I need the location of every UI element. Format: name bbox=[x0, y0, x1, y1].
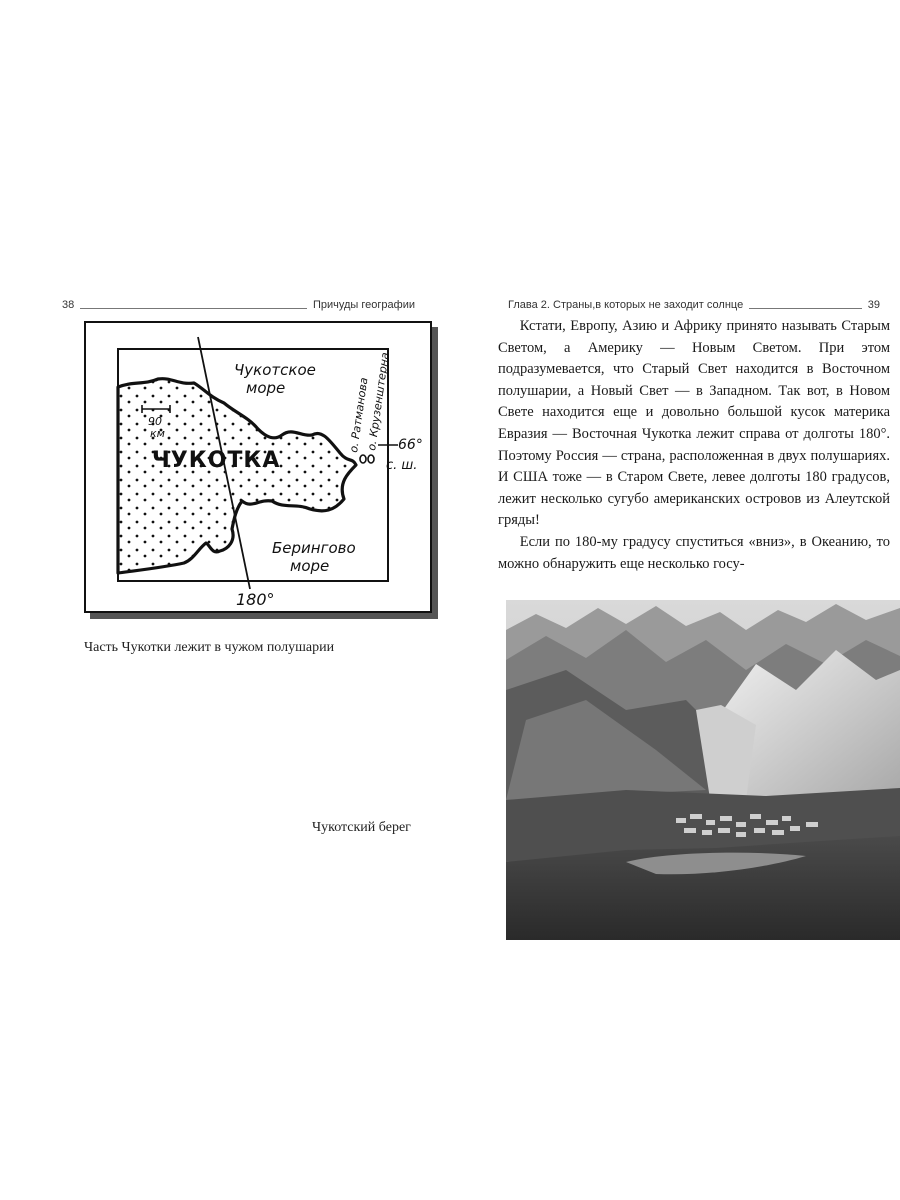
running-head-rule bbox=[80, 308, 307, 309]
photo-caption: Чукотский берег bbox=[312, 820, 411, 835]
island-2-shape bbox=[368, 455, 374, 463]
bering-sea-label-2: море bbox=[290, 557, 330, 575]
paragraph-2: Если по 180-му градусу спуститься «вниз», в Океанию, то можно обнаружить еще несколько госу- bbox=[498, 533, 890, 572]
map-caption: Часть Чукотки лежит в чужом полушарии bbox=[84, 640, 335, 655]
latitude-dir-label: с. ш. bbox=[386, 458, 418, 473]
bering-sea-label-1: Берингово bbox=[272, 539, 356, 557]
left-running-head bbox=[62, 296, 415, 314]
right-running-head bbox=[508, 296, 880, 314]
chukotka-coast-photo bbox=[506, 600, 900, 940]
left-running-title: Причуды географии bbox=[312, 299, 415, 311]
coast-photo-image bbox=[506, 600, 900, 940]
right-page bbox=[470, 0, 900, 1200]
running-head-rule bbox=[749, 308, 862, 309]
latitude-label: 66° bbox=[398, 437, 423, 453]
hand-drawn-map bbox=[86, 323, 430, 611]
kruzenshtern-island-label: о. Крузенштерна bbox=[365, 351, 392, 452]
island-1-shape bbox=[360, 455, 366, 463]
chukchi-sea-label-1: Чукотское bbox=[234, 361, 316, 379]
chukotka-map-figure bbox=[84, 321, 438, 619]
map-frame bbox=[84, 321, 432, 613]
right-running-title: Глава 2. Страны,в которых не заходит солнце bbox=[508, 299, 744, 311]
scale-value: 90 bbox=[148, 415, 162, 428]
paragraph-1: Кстати, Европу, Азию и Африку принято называть Старым Светом, а Америку — Новым Светом. При этом подразумевается, что Старый Свет находится в Восточном полушарии, а Новый Свет — в Западном. Так вот, в Новом Свете находится еще и довольно большой кусок материка Евразия — Восточная Чукотка лежит справа от долготы 180°. Поэтому Россия — страна, расположенная в двух полушариях. И США тоже — в Старом Свете, левее долготы 180 градусов, лежит несколько сугубо американских островов из Алеутской гряды! bbox=[498, 318, 890, 529]
meridian-label: 180° bbox=[236, 590, 275, 609]
chukotka-label: ЧУКОТКА bbox=[152, 448, 281, 473]
ratmanov-island-label: о. Ратманова bbox=[347, 376, 371, 454]
right-page-number: 39 bbox=[867, 299, 880, 311]
left-page-number: 38 bbox=[62, 299, 75, 311]
scale-unit: км bbox=[150, 427, 165, 440]
chukchi-sea-label-2: море bbox=[246, 379, 286, 397]
body-text bbox=[498, 316, 890, 575]
